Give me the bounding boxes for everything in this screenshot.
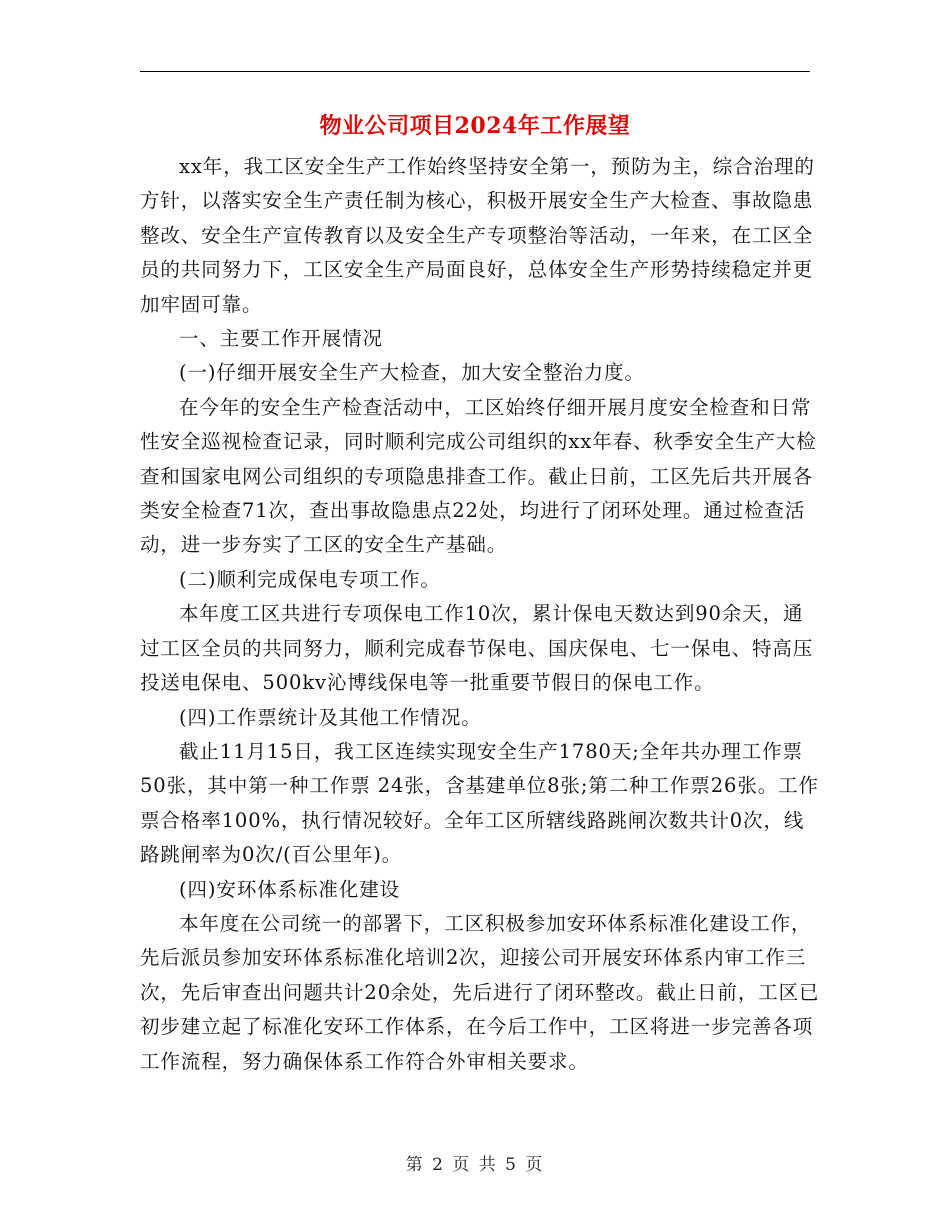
paragraph-safety-inspection: 在今年的安全生产检查活动中，工区始终仔细开展月度安全检查和日常性安全巡视检查记录，同时顺利完成公司组织的xx年春、秋季安全生产大检查和国家电网公司组织的专项隐患排查工作。截止日前，工区先后共开展各类安全检查71次，查出事故隐患点22处，均进行了闭环处理。通过检查活动，进一步夯实了工区的安全生产基础。 [140, 395, 817, 557]
subsection-heading-standardization: (四)安环体系标准化建设 [179, 877, 401, 901]
paragraph-work-tickets: 截止11月15日，我工区连续实现安全生产1780天;全年共办理工作票50张，其中第一种工作票 24张，含基建单位8张;第二种工作票26张。工作票合格率100%，执行情况较好。全年工区所辖线路跳闸次数共计0次，线路跳闸率为0次/(百公里年)。 [140, 739, 819, 867]
page-number-footer: 第 2 页 共 5 页 [405, 1155, 545, 1175]
header-rule [140, 71, 810, 72]
paragraph-power-supply: 本年度工区共进行专项保电工作10次，累计保电天数达到90余天，通过工区全员的共同努力，顺利完成春节保电、国庆保电、七一保电、特高压投送电保电、500kv沁博线保电等一批重要节假日的保电工作。 [140, 602, 814, 695]
paragraph-standardization: 本年度在公司统一的部署下，工区积极参加安环体系标准化建设工作，先后派员参加安环体系标准化培训2次，迎接公司开展安环体系内审工作三次，先后审查出问题共计20余处，先后进行了闭环整改。截止日前，工区已初步建立起了标准化安环工作体系，在今后工作中，工区将进一步完善各项工作流程，努力确保体系工作符合外审相关要求。 [140, 911, 820, 1073]
subsection-heading-power-supply: (二)顺利完成保电专项工作。 [179, 567, 441, 591]
subsection-heading-safety-inspection: (一)仔细开展安全生产大检查，加大安全整治力度。 [179, 361, 645, 385]
document-title: 物业公司项目2024年工作展望 [319, 113, 631, 139]
subsection-heading-work-tickets: (四)工作票统计及其他工作情况。 [179, 705, 482, 729]
section-heading-main-work: 一、主要工作开展情况 [179, 327, 384, 351]
document-body [140, 150, 820, 1079]
intro-paragraph: xx年，我工区安全生产工作始终坚持安全第一，预防为主，综合治理的方针，以落实安全生产责任制为核心，积极开展安全生产大检查、事故隐患整改、安全生产宣传教育以及安全生产专项整治等活动，一年来，在工区全员的共同努力下，工区安全生产局面良好，总体安全生产形势持续稳定并更加牢固可靠。 [140, 155, 815, 316]
